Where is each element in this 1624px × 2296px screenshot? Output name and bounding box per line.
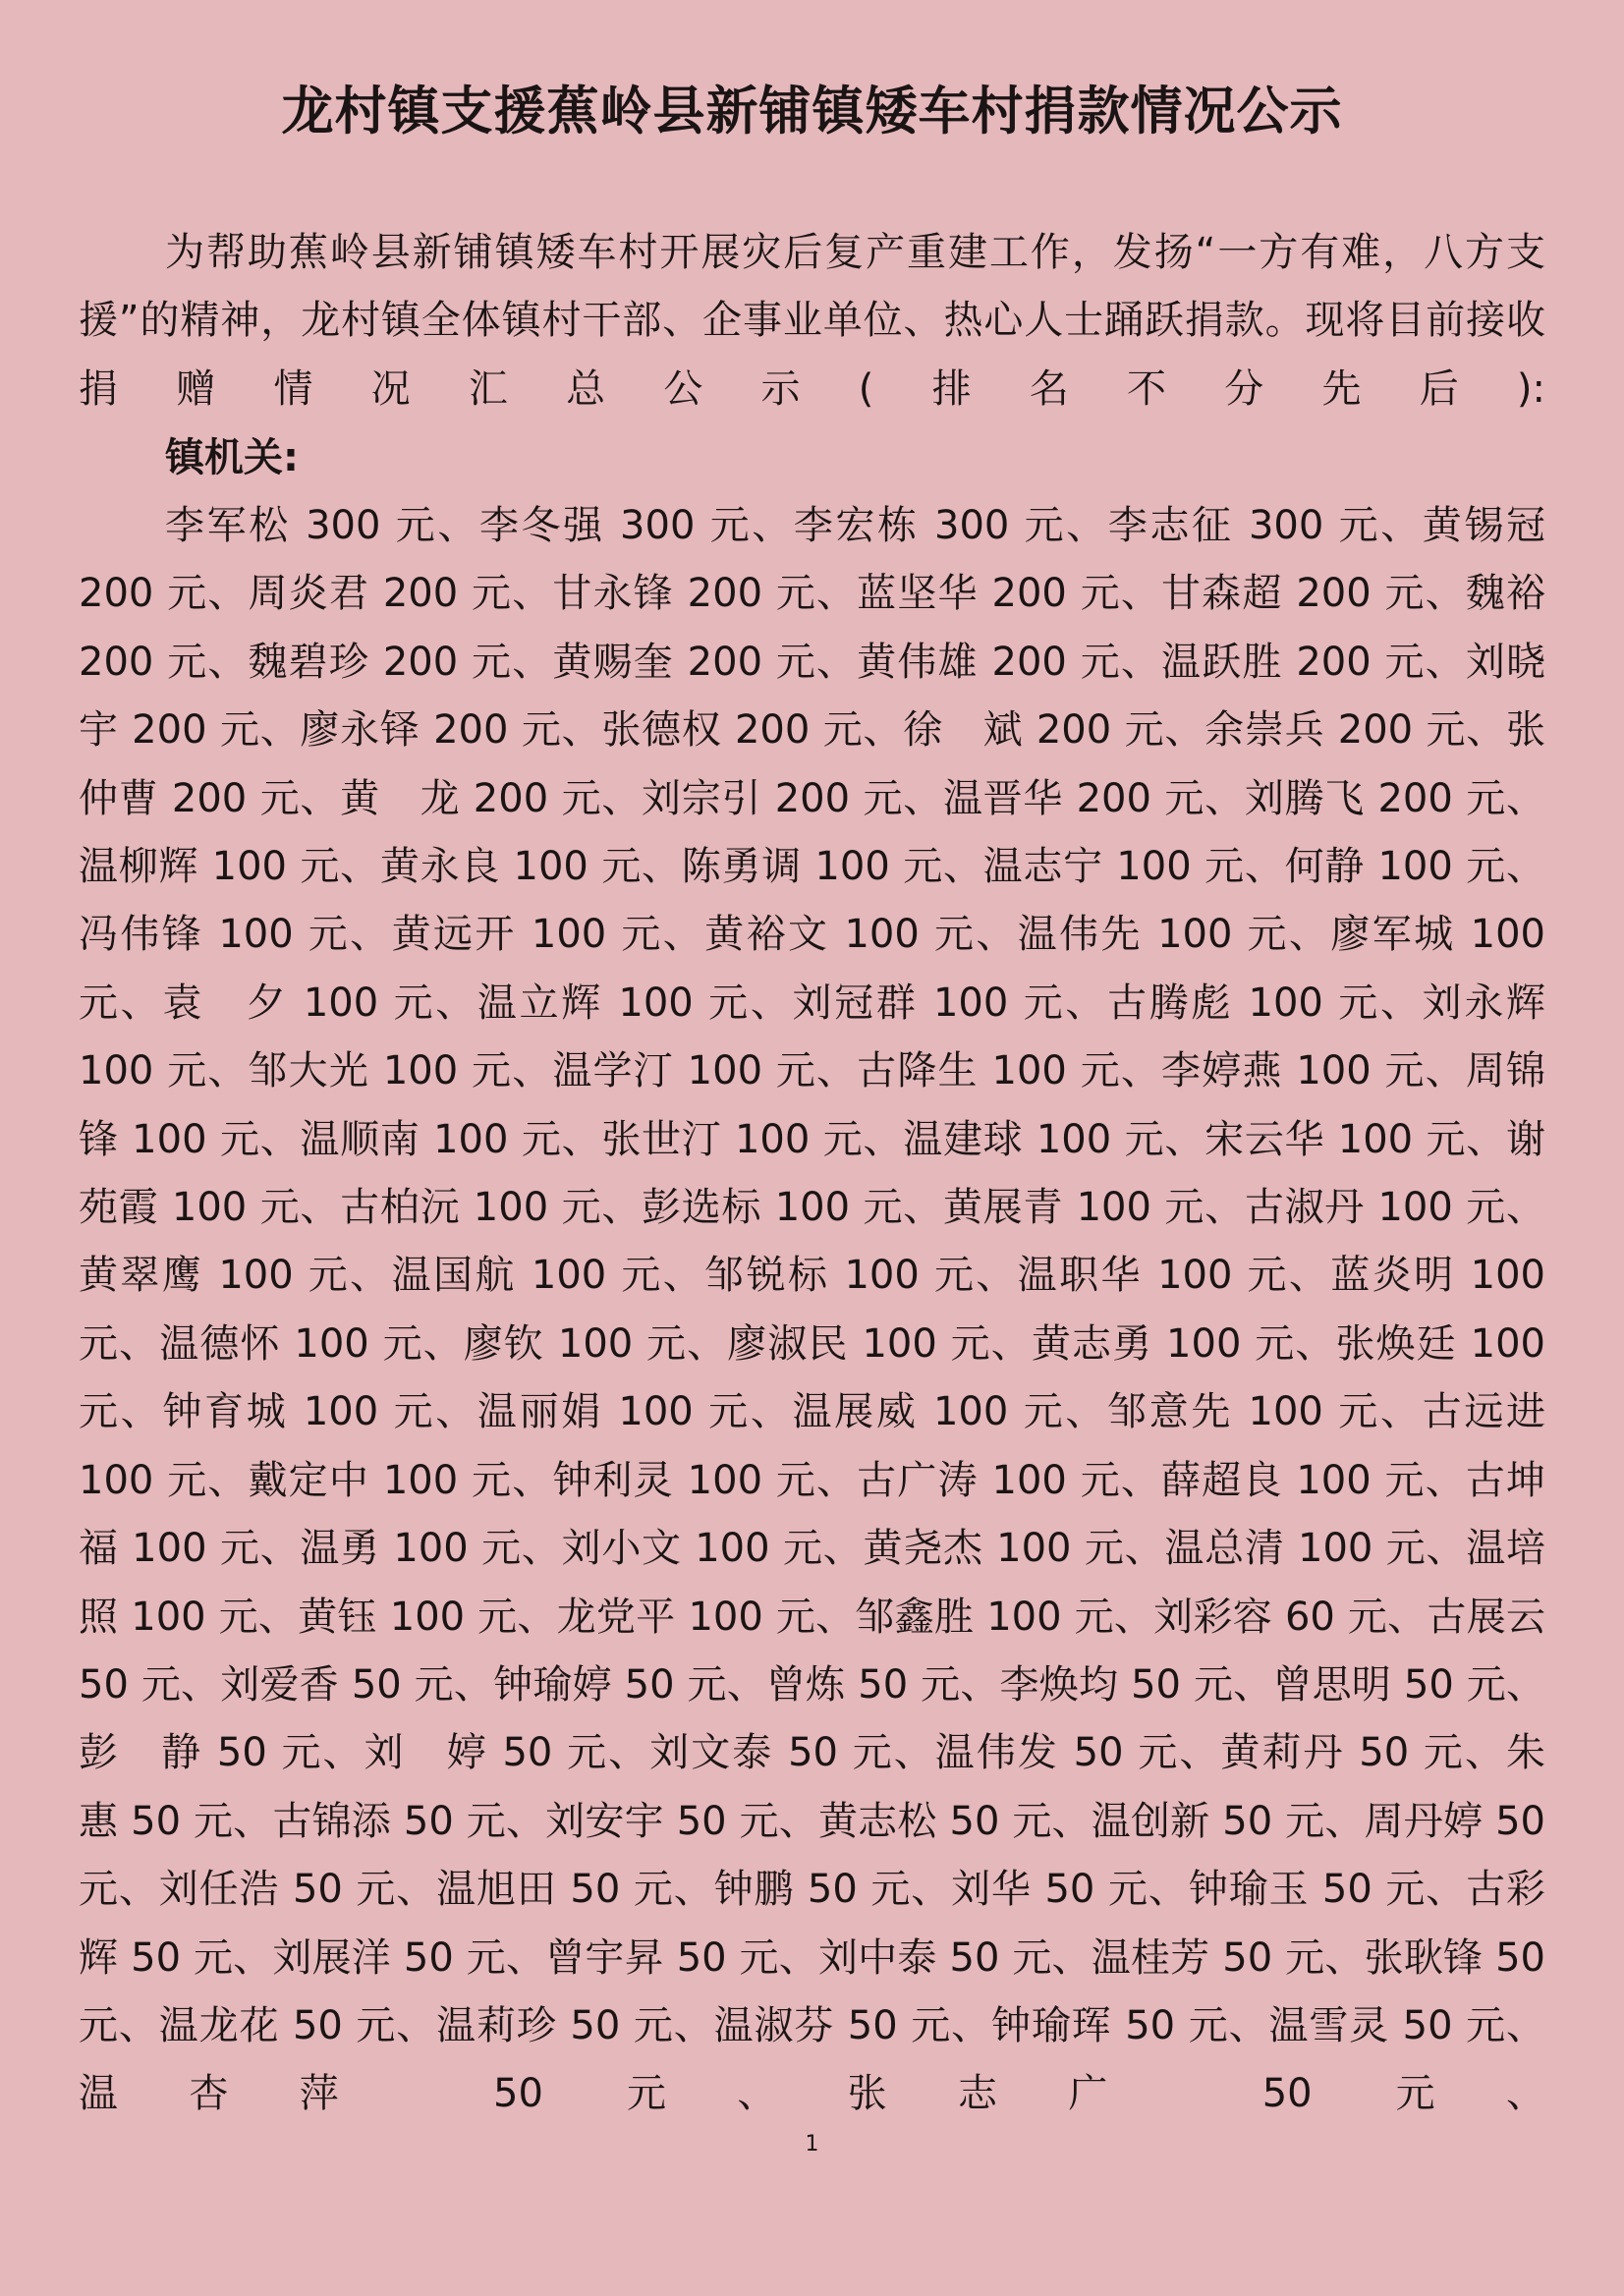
- intro-paragraph: [79, 219, 1545, 423]
- page-number: 1: [805, 2132, 819, 2156]
- donor-list-text: 李军松 300 元、李冬强 300 元、李宏栋 300 元、李志征 300 元、黄锡冠 200 元、周炎君 200 元、甘永锋 200 元、蓝坚华 200 元、甘森超 200 元、魏裕 200 元、魏碧珍 200 元、黄赐奎 200 元、黄伟雄 200 元、温跃胜 200 元、刘晓宇 200 元、廖永铎 200 元、张德权 200 元、徐 斌 200 元、余崇兵 200 元、张仲曹 200 元、黄 龙 200 元、刘宗引 200 元、温晋华 200 元、刘腾飞 200 元、温柳辉 100 元、黄永良 100 元、陈勇调 100 元、温志宁 100 元、何静 100 元、冯伟锋 100 元、黄远开 100 元、黄裕文 100 元、温伟先 100 元、廖军城 100 元、袁 夕 100 元、温立辉 100 元、刘冠群 100 元、古腾彪 100 元、刘永辉 100 元、邹大光 100 元、温学汀 100 元、古降生 100 元、李婷燕 100 元、周锦锋 100 元、温顺南 100 元、张世汀 100 元、温建球 100 元、宋云华 100 元、谢苑霞 100 元、古柏沅 100 元、彭选标 100 元、黄展青 100 元、古淑丹 100 元、黄翠鹰 100 元、温国航 100 元、邹锐标 100 元、温职华 100 元、蓝炎明 100 元、温德怀 100 元、廖钦 100 元、廖淑民 100 元、黄志勇 100 元、张焕廷 100 元、钟育城 100 元、温丽娟 100 元、温展威 100 元、邹意先 100 元、古远进 100 元、戴定中 100 元、钟利灵 100 元、古广涛 100 元、薛超良 100 元、古坤福 100 元、温勇 100 元、刘小文 100 元、黄尧杰 100 元、温总清 100 元、温培照 100 元、黄钰 100 元、龙党平 100 元、邹鑫胜 100 元、刘彩容 60 元、古展云 50 元、刘爱香 50 元、钟瑜婷 50 元、曾炼 50 元、李焕均 50 元、曾思明 50 元、彭 静 50 元、刘 婷 50 元、刘文泰 50 元、温伟发 50 元、黄莉丹 50 元、朱 惠 50 元、古锦添 50 元、刘安宇 50 元、黄志松 50 元、温创新 50 元、周丹婷 50 元、刘任浩 50 元、温旭田 50 元、钟鹏 50 元、刘华 50 元、钟瑜玉 50 元、古彩辉 50 元、刘展洋 50 元、曾宇昇 50 元、刘中泰 50 元、温桂芳 50 元、张耿锋 50 元、温龙花 50 元、温莉珍 50 元、温淑芬 50 元、钟瑜珲 50 元、温雪灵 50 元、温杏萍 50 元、张志广 50 元、: [79, 503, 1585, 2117]
- intro-text: 为帮助蕉岭县新铺镇矮车村开展灾后复产重建工作，发扬“一方有难，八方支援”的精神，龙村镇全体镇村干部、企事业单位、热心人士踊跃捐款。现将目前接收捐赠情况汇总公示(排名不分先后):: [79, 230, 1545, 412]
- document-title: 龙村镇支援蕉岭县新铺镇矮车村捐款情况公示: [281, 82, 1343, 141]
- document-page: [79, 0, 1585, 2296]
- section-heading: 镇机关:: [165, 435, 299, 480]
- donor-list-paragraph: [79, 492, 1585, 2129]
